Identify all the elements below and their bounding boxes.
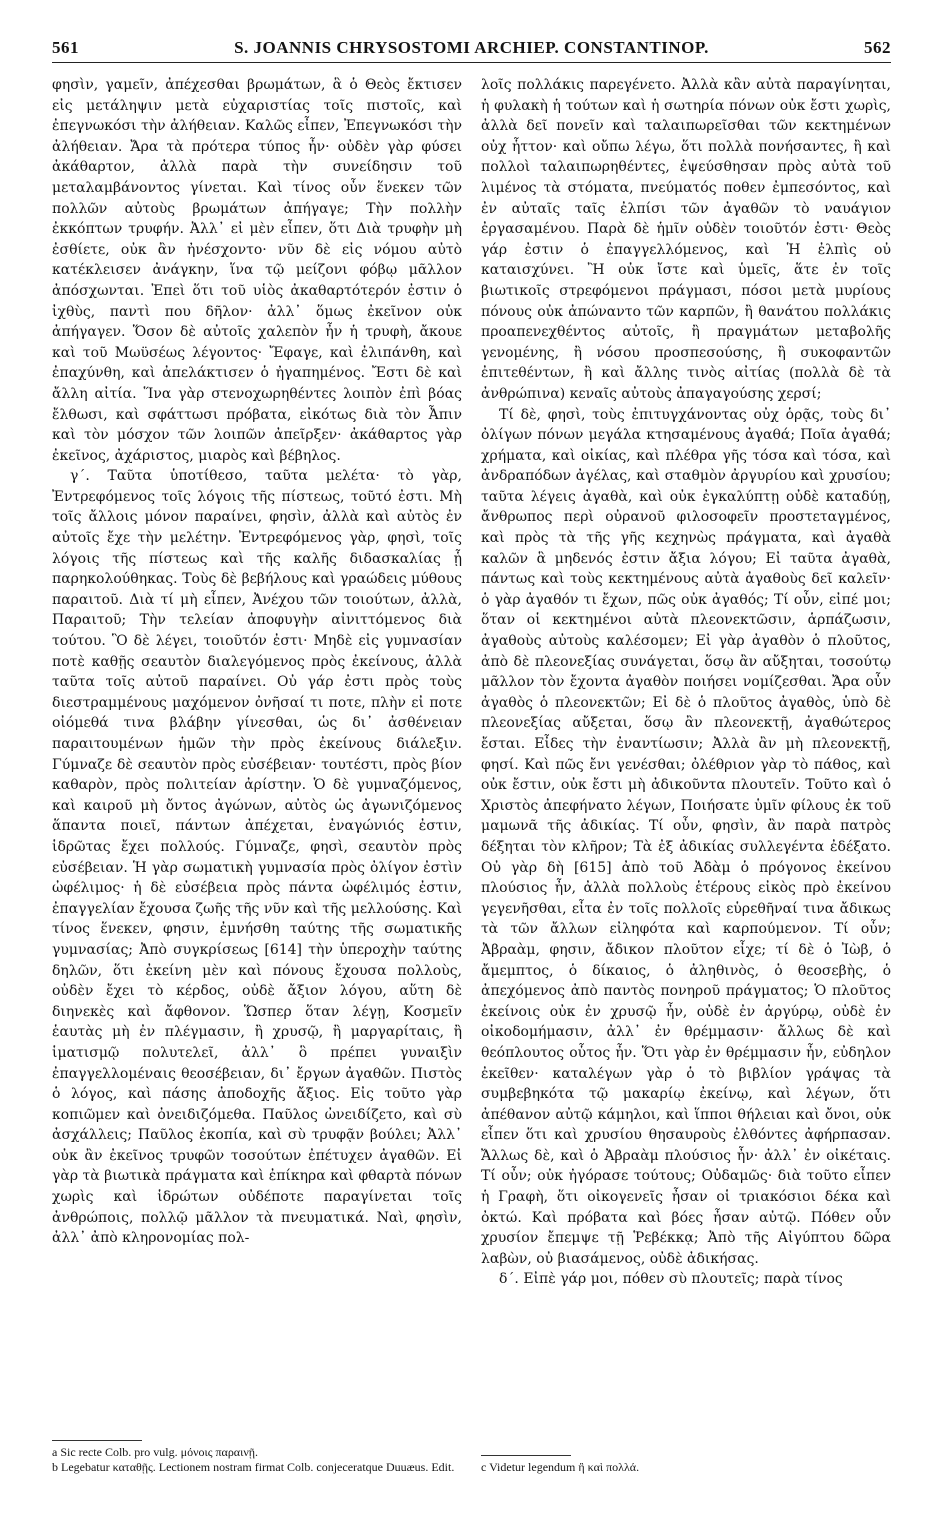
left-paragraph-1: φησὶν, γαμεῖν, ἀπέχεσθαι βρωμάτων, ἃ ὁ Θεὸς ἔκτισεν εἰς μετάληψιν μετὰ εὐχαριστίας τοῖς πιστοῖς, καὶ ἐπεγνωκόσι τὴν ἀλήθειαν. Καλῶς εἶπεν, Ἐπεγνωκόσι τὴν ἀλήθειαν. Ἄρα τὰ πρότερα τύπος ἦν· οὐδὲν γὰρ φύσει ἀκάθαρτον, ἀλλὰ παρὰ τὴν συνείδησιν τοῦ μεταλαμβάνοντος γίνεται. Καὶ τίνος οὖν ἕνεκεν τῶν πολλῶν αὐτοὺς βρωμάτων ἀπήγαγε; Τὴν πολλὴν ἐκκόπτων τρυφήν. Ἀλλ᾽ εἰ μὲν εἶπεν, ὅτι Διὰ τρυφὴν μὴ ἐσθίετε, οὐκ ἂν ἠνέσχοντο· νῦν δὲ εἰς νόμου αὐτὸ κατέκλεισεν ἀνάγκην, ἵνα τῷ μείζονι φόβῳ μᾶλλον ἀπόσχωνται. Ἐπεὶ ὅτι τοῦ υἱὸς ἀκαθαρτότερόν ἐστιν ὁ ἰχθὺς, παντὶ που δῆλον· ἀλλ᾽ ὅμως ἐκεῖνον οὐκ ἀπήγαγεν. Ὅσον δὲ αὐτοῖς χαλεπὸν ἦν ἡ τρυφὴ, ἄκουε καὶ τοῦ Μωϋσέως λέγοντος· Ἔφαγε, καὶ ἐλιπάνθη, καὶ ἐπαχύνθη, καὶ ἀπελάκτισεν ὁ ἠγαπημένος. Ἔστι δὲ καὶ ἄλλη αἰτία. Ἵνα γὰρ στενοχωρηθέντες λοιπὸν ἐπὶ βόας ἔλθωσι, καὶ σφάττωσι πρόβατα, εἰκότως διὰ τὸν Ἆπιν καὶ τὸν μόσχον τῶν λοιπῶν ἀπεῖρξεν· ἀκάθαρτος γὰρ ἐκεῖνος, ἀχάριστος, μιαρὸς καὶ βέβηλος. [52,77,462,464]
right-paragraph-3: δ΄. Εἰπὲ γάρ μοι, πόθεν σὺ πλουτεῖς; παρὰ τίνος [499,1271,843,1288]
right-paragraph-1: λοῖς πολλάκις παρεγένετο. Ἀλλὰ κἂν αὐτὰ παραγίνηται, ἡ φυλακὴ ἡ τούτων καὶ ἡ σωτηρία πόνων οὐκ ἔστι χωρὶς, ἀλλὰ δεῖ πονεῖν καὶ ταλαιπωρεῖσθαι τῶν κεκτημένων οὐχ ἧττον· καὶ οὔπω λέγω, ὅτι πολλὰ πονήσαντες, ἢ καὶ πολλοὶ ταλαιπωρηθέντες, ἐψεύσθησαν πρὸς αὐτὰ τοῦ λιμένος τὰ στόματα, πνεύματός ποθεν ἐμπεσόντος, καὶ ἐν αὐταῖς ταῖς ἐλπίσι τῶν ἀγαθῶν τὸ ναυάγιον ἐργασαμένου. Παρὰ δὲ ἡμῖν οὐδὲν τοιοῦτόν ἐστι· Θεὸς γάρ ἐστιν ὁ ἐπαγγελλόμενος, καὶ Ἡ ἐλπὶς οὐ καταισχύνει. Ἢ οὐκ ἴστε καὶ ὑμεῖς, ἅτε ἐν τοῖς βιωτικοῖς στρεφόμενοι πράγμασι, πόσοι μετὰ μυρίους πόνους οὐκ ἀπώναντο τῶν καρπῶν, ἢ θανάτου πολλάκις προαπενεχθέντος αὐτοῖς, ἢ πραγμάτων μεταβολῆς γενομένης, ἢ νόσου προσπεσούσης, ἢ συκοφαντῶν ἐπιτεθέντων, ἢ καὶ ἄλλης τινὸς αἰτίας (πολλὰ δὲ τὰ ἀνθρώπινα) κεναῖς αὐτοὺς ἀπαγαγούσης χερσί; [481,77,891,402]
left-paragraph-2: γ΄. Ταῦτα ὑποτίθεσο, ταῦτα μελέτα· τὸ γὰρ, Ἐντρεφόμενος τοῖς λόγοις τῆς πίστεως, τοῦτό ἐστι. Μὴ τοῖς ἄλλοις μόνον παραίνει, φησὶν, ἀλλὰ καὶ αὐτὸς ἐν αὐτοῖς ἔχε τὴν μελέτην. Ἐντρεφόμενος γὰρ, φησὶ, τοῖς λόγοις τῆς πίστεως καὶ τῆς καλῆς διδασκαλίας ᾗ παρηκολούθηκας. Τοὺς δὲ βεβήλους καὶ γραώδεις μύθους παραιτοῦ. Διὰ τί μὴ εἶπεν, Ἀνέχου τῶν τοιούτων, ἀλλὰ, Παραιτοῦ; Τὴν τελείαν ἀποφυγὴν αἰνιττόμενος διὰ τούτου. Ὃ δὲ λέγει, τοιοῦτόν ἐστι· Μηδὲ εἰς γυμνασίαν ποτὲ καθῇς σεαυτὸν διαλεγόμενος πρὸς ἐκείνους, ἀλλὰ ταῦτα τοῖς αὐτοῦ παραίνει. Οὐ γάρ ἐστι πρὸς τοὺς διεστραμμένους μαχόμενον ὀνῆσαί τι ποτε, πλὴν εἰ ποτε οἰόμεθά τινα βλάβην γίνεσθαι, ὡς δι᾽ ἀσθένειαν παραιτουμένων ἡμῶν τὴν πρὸς ἐκείνους διάλεξιν. Γύμναζε δὲ σεαυτὸν πρὸς εὐσέβειαν· τουτέστι, πρὸς βίον καθαρὸν, πρὸς πολιτείαν ἀρίστην. Ὁ δὲ γυμναζόμενος, καὶ καιροῦ μὴ ὄντος ἀγώνων, αὐτὸς ὡς ἀγωνιζόμενος ἅπαντα ποιεῖ, πάντων ἀπέχεται, ἐναγώνιός ἐστιν, ἱδρῶτας ἔχει πολλούς. Γύμναζε, φησὶ, σεαυτὸν πρὸς εὐσέβειαν. Ἡ γὰρ σωματικὴ γυμνασία πρὸς ὀλίγον ἐστὶν ὠφέλιμος· ἡ δὲ εὐσέβεια πρὸς πάντα ὠφέλιμός ἐστιν, ἐπαγγελίαν ἔχουσα ζωῆς τῆς νῦν καὶ τῆς μελλούσης. Καὶ τίνος ἕνεκεν, φησιν, ἐμνήσθη ταύτης τῆς σωματικῆς γυμνασίας; Ἀπὸ συγκρίσεως [614] τὴν ὑπεροχὴν ταύτης δηλῶν, ὅτι ἐκείνη μὲν καὶ πόνους ἔχουσα πολλοὺς, οὐδὲν ἔχει τὸ κέρδος, οὐδὲ ἄξιον λόγου, αὕτη δὲ διηνεκὲς καὶ ἄφθονον. Ὥσπερ ὅταν λέγῃ, Κοσμεῖν ἑαυτὰς μὴ ἐν πλέγμασιν, ἢ χρυσῷ, ἢ μαργαρίταις, ἢ ἱματισμῷ πολυτελεῖ, ἀλλ᾽ ὃ πρέπει γυναιξὶν ἐπαγγελλομέναις θεοσέβειαν, δι᾽ ἔργων ἀγαθῶν. Πιστὸς ὁ λόγος, καὶ πάσης ἀποδοχῆς ἄξιος. Εἰς τοῦτο γὰρ κοπιῶμεν καὶ ὀνειδιζόμεθα. Παῦλος ὠνειδίζετο, καὶ σὺ ἀσχάλλεις; Παῦλος ἐκοπία, καὶ σὺ τρυφᾷν βούλει; Ἀλλ᾽ οὐκ ἂν ἐκεῖνος τρυφῶν τοσούτων ἐπέτυχεν ἀγαθῶν. Εἰ γὰρ τὰ βιωτικὰ πράγματα καὶ ἐπίκηρα καὶ φθαρτὰ πόνων χωρὶς καὶ ἱδρώτων οὐδέποτε παραγίνεται τοῖς ἀνθρώποις, πολλῷ μᾶλλον τὰ πνευματικά. Ναὶ, φησὶν, ἀλλ᾽ ἀπὸ κληρονομίας πολ- [52,468,462,1247]
right-column [481,75,891,1475]
text-columns [52,75,891,1475]
footnote-rule [52,1440,142,1441]
right-footnotes [481,1455,891,1475]
footnote-a: a Sic recte Colb. pro vulg. μόνοις παραινῇ. [52,1445,259,1459]
running-title: S. JOANNIS CHRYSOSTOMI ARCHIEP. CONSTANTINOP. [234,38,709,57]
running-header [52,38,891,63]
right-paragraph-2: Τί δὲ, φησὶ, τοὺς ἐπιτυγχάνοντας οὐχ ὁρᾷς, τοὺς δι᾽ ὀλίγων πόνων μεγάλα κτησαμένους ἀγαθά; Ποῖα ἀγαθά; χρήματα, καὶ οἰκίας, καὶ πλέθρα γῆς τόσα καὶ τόσα, καὶ ἀνδραπόδων ἀγέλας, καὶ σταθμὸν ἀργυρίου καὶ χρυσίου; ταῦτα λέγεις ἀγαθὰ, καὶ οὐκ ἐγκαλύπτῃ οὐδὲ καταδύῃ, ἄνθρωπος περὶ οὐρανοῦ φιλοσοφεῖν προστεταγμένος, καὶ πρὸς τὰ τῆς γῆς κεχηνὼς πράγματα, καὶ ἀγαθὰ καλῶν ἃ μηδενός ἐστιν ἄξια λόγου; Εἰ ταῦτα ἀγαθὰ, πάντως καὶ τοὺς κεκτημένους αὐτὰ ἀγαθοὺς δεῖ καλεῖν· ὁ γὰρ ἀγαθόν τι ἔχων, πῶς οὐκ ἀγαθός; Τί οὖν, εἰπέ μοι; ὅταν οἱ κεκτημένοι αὐτὰ πλεονεκτῶσιν, ἁρπάζωσιν, ἀγαθοὺς αὐτοὺς καλέσομεν; Εἰ γὰρ ἀγαθὸν ὁ πλοῦτος, ἀπὸ δὲ πλεονεξίας συνάγεται, ὅσῳ ἂν αὔξηται, τοσούτῳ μᾶλλον τὸν ἔχοντα ἀγαθὸν ποιήσει νομίζεσθαι. Ἄρα οὖν ἀγαθὸς ὁ πλεονεκτῶν; Εἰ δὲ ὁ πλοῦτος ἀγαθὸς, ὑπὸ δὲ πλεονεξίας αὔξεται, ὅσῳ ἂν πλεονεκτῇ, ἀγαθώτερος ἔσται. Εἶδες τὴν ἐναντίωσιν; Ἀλλὰ ἂν μὴ πλεονεκτῇ, φησί. Καὶ πῶς ἔνι γενέσθαι; ὀλέθριον γὰρ τὸ πάθος, καὶ οὐκ ἔστιν, οὐκ ἔστι μὴ ἀδικοῦντα πλουτεῖν. Τοῦτο καὶ ὁ Χριστὸς ἀπεφήνατο λέγων, Ποιήσατε ὑμῖν φίλους ἐκ τοῦ μαμωνᾶ τῆς ἀδικίας. Τί οὖν, φησὶν, ἂν παρὰ πατρὸς δέξηται τὸν κλῆρον; Τὰ ἐξ ἀδικίας συλλεγέντα ἐδέξατο. Οὐ γὰρ δὴ [615] ἀπὸ τοῦ Ἀδὰμ ὁ πρόγονος ἐκείνου πλούσιος ἦν, ἀλλὰ πολλοὺς ἑτέρους εἰκὸς πρὸ ἐκείνου γεγενῆσθαι, εἶτα ἐν τοῖς πολλοῖς εὑρεθῆναί τινα ἄδικως τὰ τῶν ἄλλων εἰληφότα καὶ καρπούμενον. Τί οὖν; Ἀβραὰμ, φησιν, ἄδικον πλοῦτον εἶχε; τί δὲ ὁ Ἰὼβ, ὁ ἄμεμπτος, ὁ δίκαιος, ὁ ἀληθινὸς, ὁ θεοσεβὴς, ὁ ἀπεχόμενος ἀπὸ παντὸς πονηροῦ πράγματος; Ὁ πλοῦτος ἐκείνοις οὐκ ἐν χρυσῷ ἦν, οὐδὲ ἐν ἀργύρῳ, οὐδὲ ἐν οἰκοδομήμασιν, ἀλλ᾽ ἐν θρέμμασιν· ἄλλως δὲ καὶ θεόπλουτος οὗτος ἦν. Ὅτι γὰρ ἐν θρέμμασιν ἦν, εὐδηλον ἐκεῖθεν· καταλέγων γὰρ ὁ τὸ βιβλίον γράψας τὰ συμβεβηκότα τῷ μακαρίῳ ἐκείνῳ, καὶ λέγων, ὅτι ἀπέθανον αὐτῷ κάμηλοι, καὶ ἵπποι θήλειαι καὶ ὄνοι, οὐκ εἶπεν ὅτι καὶ χρυσίου θησαυροὺς ἐλθόντες ἀφήρπασαν. Ἄλλως δὲ, καὶ ὁ Ἀβραὰμ πλούσιος ἦν· ἀλλ᾽ ἐν οἰκέταις. Τί οὖν; οὐκ ἠγόρασε τούτους; Οὐδαμῶς· διὰ τοῦτο εἶπεν ἡ Γραφὴ, ὅτι οἰκογενεῖς ἦσαν οἱ τριακόσιοι δέκα καὶ ὀκτώ. Καὶ πρόβατα καὶ βόες ἦσαν αὐτῷ. Πόθεν οὖν χρυσίον ἔπεμψε τῇ Ῥεβέκκᾳ; Ἀπὸ τῆς Αἰγύπτου δῶρα λαβὼν, οὐ βιασάμενος, οὐδὲ ἀδικήσας. [481,406,891,1267]
footnote-c: c Videtur legendum ἢ καὶ πολλά. [481,1460,640,1474]
footnote-b: b Legebatur καταθῇς. Lectionem nostram firmat Colb. conjeceratque Duuæus. Edit. [52,1460,455,1474]
footnote-rule [481,1455,571,1456]
page-number-left: 561 [52,38,79,57]
left-footnotes [52,1440,462,1475]
page-number-right: 562 [864,38,891,57]
left-column [52,75,462,1475]
